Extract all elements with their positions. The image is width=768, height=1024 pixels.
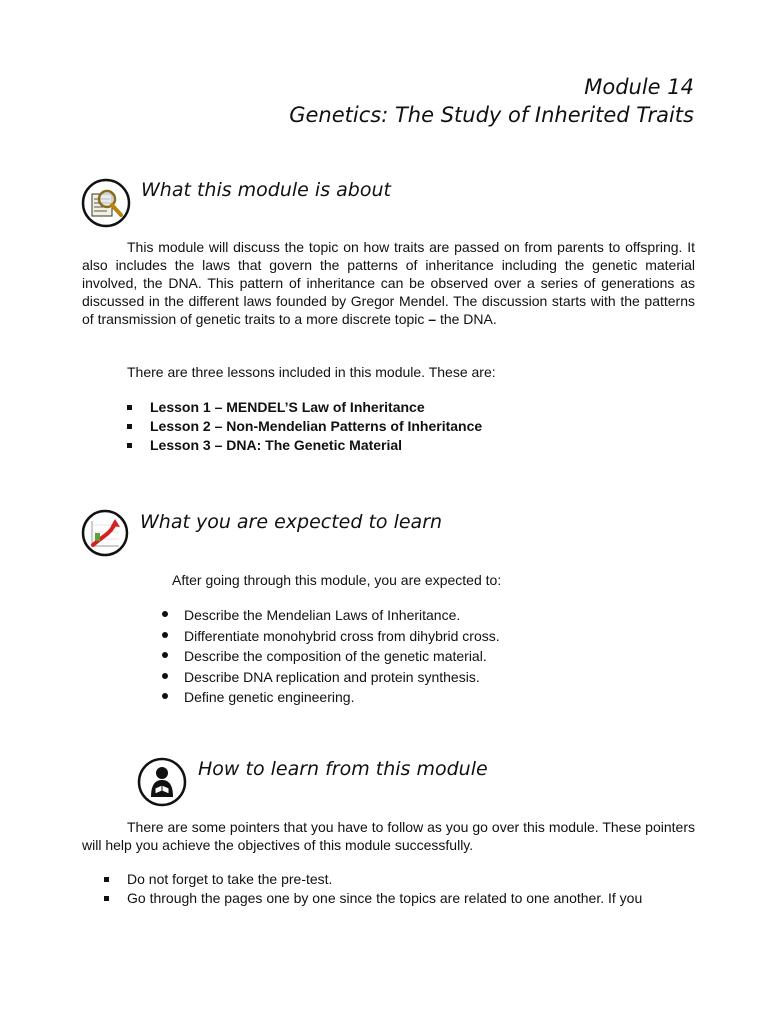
how-paragraph (82, 818, 695, 854)
reading-person-icon (137, 757, 187, 807)
how-paragraph-text: There are some pointers that you have to follow as you go over this module. These pointers will help you achieve the objectives of this module successfully. (82, 819, 695, 853)
list-item (161, 646, 500, 667)
list-item (104, 889, 642, 908)
bullet-square-icon (104, 877, 109, 882)
growth-chart-icon (81, 509, 129, 557)
module-title: Genetics: The Study of Inherited Traits (289, 103, 694, 127)
lesson-label: Lesson 2 – Non-Mendelian Patterns of Inheritance (150, 418, 483, 434)
bullet-dot-icon (162, 632, 168, 638)
module-number: Module 14 (584, 75, 694, 99)
list-item (161, 667, 500, 688)
about-paragraph-text: This module will discuss the topic on how traits are passed on from parents to offspring. It also includes the laws that govern the patterns of inheritance including the genetic material involved, the DNA. This pattern of inheritance can be observed over a series of generations as discussed in the different laws founded by Gregor Mendel. The discussion starts with the patterns of transmission of genetic traits to a more discrete topic (82, 239, 695, 327)
objective-label: Define genetic engineering. (184, 689, 355, 705)
lesson-label: Lesson 3 – DNA: The Genetic Material (150, 437, 403, 453)
objectives-list (161, 605, 500, 708)
section-heading-expected: What you are expected to learn (140, 511, 443, 533)
bullet-dot-icon (162, 693, 168, 699)
objective-label: Differentiate monohybrid cross from dihybrid cross. (184, 627, 500, 644)
bullet-square-icon (127, 443, 132, 448)
list-item (127, 398, 482, 417)
section-heading-how: How to learn from this module (198, 758, 488, 780)
lessons-list (127, 398, 482, 455)
list-item (161, 687, 500, 708)
magnifier-document-icon (81, 178, 131, 228)
objective-label: Describe DNA replication and protein synthesis. (184, 668, 480, 685)
bullet-square-icon (104, 896, 109, 901)
about-paragraph-dash: – (428, 311, 437, 327)
expected-intro: After going through this module, you are expected to: (172, 572, 502, 588)
bullet-square-icon (127, 405, 132, 410)
list-item (161, 605, 500, 626)
about-paragraph (82, 238, 695, 328)
bullet-dot-icon (162, 652, 168, 658)
list-item (161, 626, 500, 647)
bullet-square-icon (127, 424, 132, 429)
objective-label: Describe the Mendelian Laws of Inheritance. (184, 607, 461, 623)
section-heading-about: What this module is about (141, 179, 391, 201)
bullet-dot-icon (162, 611, 168, 617)
list-item (104, 870, 642, 889)
about-paragraph-end: the DNA. (436, 311, 497, 327)
list-item (127, 417, 482, 436)
lessons-intro: There are three lessons included in this module. These are: (127, 364, 496, 380)
lesson-label: Lesson 1 – MENDEL’S Law of Inheritance (150, 399, 425, 415)
bullet-dot-icon (162, 673, 168, 679)
pointer-label: Go through the pages one by one since the topics are related to one another. If you (127, 890, 643, 906)
pointers-list (104, 870, 642, 908)
objective-label: Describe the composition of the genetic material. (184, 648, 487, 664)
list-item (127, 436, 482, 455)
pointer-label: Do not forget to take the pre-test. (127, 871, 333, 887)
